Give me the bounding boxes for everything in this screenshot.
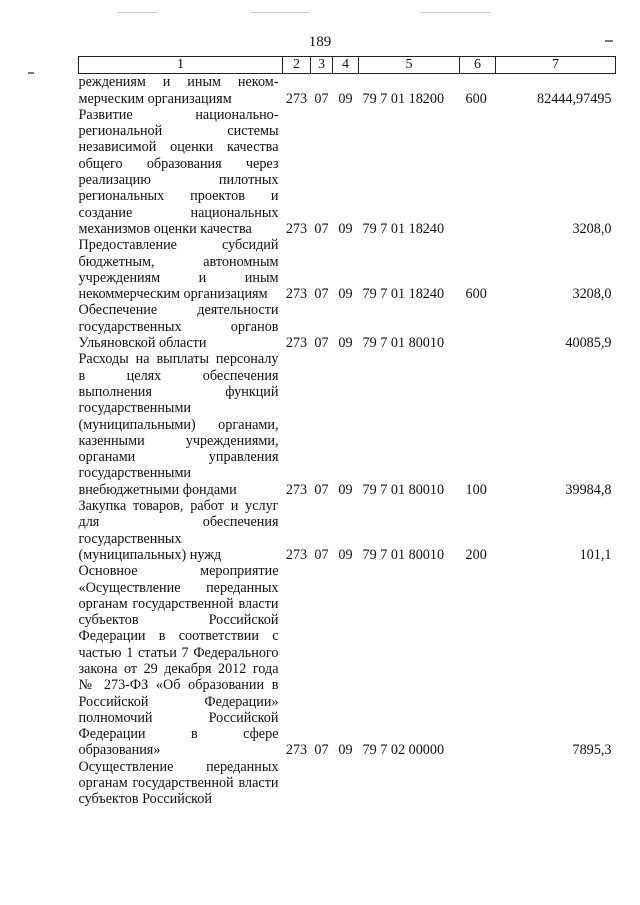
row-code-section: 07 <box>314 220 329 237</box>
row-code-subsection: 09 <box>338 546 353 563</box>
row-amount: 82444,97495 <box>537 90 612 107</box>
budget-table <box>78 56 616 808</box>
row-name: Обеспечение деятельности государственных органов Ульяновской области <box>78 302 279 352</box>
row-code-section: 07 <box>314 90 329 107</box>
header-row <box>79 57 616 74</box>
row-amount: 101,1 <box>579 546 612 563</box>
table-row <box>79 302 616 351</box>
scan-speck <box>28 72 34 74</box>
row-code-subsection: 09 <box>338 742 353 759</box>
table-row <box>79 237 616 302</box>
row-code-subsection: 09 <box>338 90 353 107</box>
row-amount: 3208,0 <box>572 286 612 303</box>
row-code-admin: 273 <box>285 90 308 107</box>
page-number: 189 <box>308 34 332 50</box>
row-amount: 40085,9 <box>565 335 612 352</box>
row-code-expense-type <box>460 302 496 351</box>
table-row <box>79 759 616 808</box>
row-code-expense-type: 100 <box>465 481 487 498</box>
scan-speck <box>420 12 490 13</box>
row-name: реждениям и иным неком-мерческим организациям <box>78 74 279 107</box>
row-code-target: 79 7 02 00000 <box>362 742 445 759</box>
column-header: 2 <box>283 57 311 74</box>
row-code-section: 07 <box>314 335 329 352</box>
table-row <box>79 498 616 563</box>
row-amount: 39984,8 <box>565 481 612 498</box>
row-amount <box>496 759 616 808</box>
row-code-admin: 273 <box>285 335 308 352</box>
row-name: Развитие национально-региональной системы независимой оценки качества общего образования через реализацию пилотных региональных проектов и создание национальных механизмов оценки качества <box>78 106 279 237</box>
row-code-subsection: 09 <box>338 335 353 352</box>
row-name: Предоставление субсидий бюджетным, автономным учреждениям и иным некоммерческим организациям <box>78 237 279 303</box>
row-code-subsection: 09 <box>338 220 353 237</box>
row-code-expense-type <box>460 759 496 808</box>
row-code-expense-type: 600 <box>465 286 487 303</box>
row-code-admin <box>283 759 311 808</box>
column-header: 7 <box>496 57 616 74</box>
scan-speck <box>250 12 310 13</box>
row-code-expense-type: 200 <box>465 546 487 563</box>
row-code-subsection <box>333 759 359 808</box>
row-code-section <box>311 759 333 808</box>
row-code-expense-type <box>460 563 496 759</box>
row-code-target: 79 7 01 80010 <box>362 335 445 352</box>
row-code-section: 07 <box>314 286 329 303</box>
row-code-target: 79 7 01 18240 <box>362 220 445 237</box>
row-code-admin: 273 <box>285 481 308 498</box>
row-code-target: 79 7 01 80010 <box>362 481 445 498</box>
row-code-target: 79 7 01 18200 <box>362 90 445 107</box>
row-code-expense-type <box>460 107 496 237</box>
row-name: Расходы на выплаты персоналу в целях обеспечения выполнения функций государственными (муниципальными) органами, казенными учреждениями, органами управления государственными внебюджетными фондами <box>78 351 279 498</box>
table-row <box>79 107 616 237</box>
table-row <box>79 563 616 759</box>
row-code-subsection: 09 <box>338 481 353 498</box>
column-header: 5 <box>359 57 460 74</box>
scan-speck <box>118 12 158 13</box>
row-code-target <box>359 759 460 808</box>
row-amount: 7895,3 <box>572 742 612 759</box>
row-code-target: 79 7 01 80010 <box>362 546 445 563</box>
row-name: Основное мероприятие «Осуществление переданных органам государственной власти субъектов Российской Федерации в соответствии с частью 1 статьи 7 Федерального закона от 29 декабря 2012 года № 273-ФЗ «Об образовании в Российской Федерации» полномочий Российской Федерации в сфере образования» <box>78 563 279 759</box>
row-code-expense-type: 600 <box>465 90 487 107</box>
row-code-admin: 273 <box>285 286 308 303</box>
row-code-admin: 273 <box>285 220 308 237</box>
column-header: 3 <box>311 57 333 74</box>
row-code-admin: 273 <box>285 742 308 759</box>
column-header: 6 <box>460 57 496 74</box>
row-name: Закупка товаров, работ и услуг для обеспечения государственных (муниципальных) нужд <box>78 498 279 563</box>
row-code-admin: 273 <box>285 546 308 563</box>
row-code-target: 79 7 01 18240 <box>362 286 445 303</box>
column-header: 1 <box>79 57 283 74</box>
table-row <box>79 74 616 107</box>
row-code-section: 07 <box>314 481 329 498</box>
row-name: Осуществление переданных органам государственной власти субъектов Российской <box>78 758 279 808</box>
row-amount: 3208,0 <box>572 220 612 237</box>
column-header: 4 <box>333 57 359 74</box>
scan-speck <box>605 40 613 42</box>
row-code-subsection: 09 <box>338 286 353 303</box>
row-code-section: 07 <box>314 546 329 563</box>
table-row <box>79 351 616 498</box>
row-code-section: 07 <box>314 742 329 759</box>
